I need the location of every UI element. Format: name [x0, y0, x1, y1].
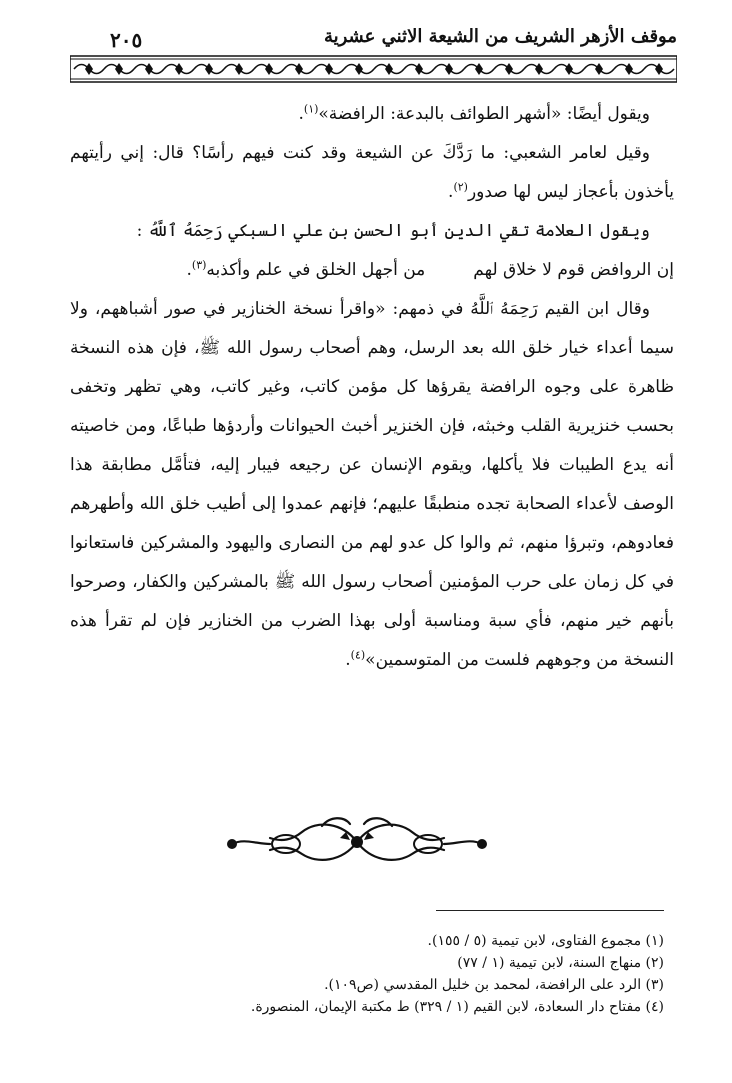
paragraph: وقيل لعامر الشعبي: ما رَدَّكَ عن الشيعة وقد كنت فيهم رأسًا؟ قال: إني رأيتهم يأخذون بأعجاز ليس لها صدور$^{(٢)}$. [70, 143, 674, 202]
footnote-ref: (١) [303, 102, 319, 116]
page-header [70, 18, 677, 82]
verse-first-hemistich: إن الروافض قوم لا خلاق لهم [473, 260, 674, 280]
main-text [70, 95, 674, 680]
footnotes [70, 930, 664, 1018]
header-band-diamond [385, 63, 393, 75]
footnote: (٣) الرد على الرافضة، لمحمد بن خليل المقدسي (ص١٠٩). [324, 977, 664, 993]
header-band-diamond [145, 63, 153, 75]
page-number: ٢٠٥ [110, 28, 143, 52]
header-band-diamond [475, 63, 483, 75]
verse-second-hemistich: من أجهل الخلق في علم وأكذبه$^{(٣)}$. [186, 258, 426, 280]
decorative-flourish-icon [222, 812, 492, 872]
footnote: (٢) منهاج السنة، لابن تيمية (١ / ٧٧) [457, 955, 664, 971]
header-band-diamond [565, 63, 573, 75]
header-band-diamond [415, 63, 423, 75]
header-band-diamond [235, 63, 243, 75]
running-title: موقف الأزهر الشريف من الشيعة الاثني عشرية [323, 26, 677, 47]
paragraph: ويقول أيضًا: «أشهر الطوائف بالبدعة: الرافضة»$^{(١)}$. [298, 102, 650, 124]
header-band-diamond [175, 63, 183, 75]
header-band-diamond [325, 63, 333, 75]
header-band-diamond [205, 63, 213, 75]
header-band-diamond [595, 63, 603, 75]
footnote: (٤) مفتاح دار السعادة، لابن القيم (١ / ٣٢٩) ط مكتبة الإيمان، المنصورة. [250, 999, 664, 1015]
header-band-diamond [535, 63, 543, 75]
header-band-diamond [355, 63, 363, 75]
header-band-diamond [655, 63, 663, 75]
header-band-diamond [115, 63, 123, 75]
header-ornament-band [70, 54, 677, 84]
paragraph: وقال ابن القيم رَحِمَهُ ٱللَّهُ في ذمهم: «واقرأ نسخة الخنازير في صور أشباههم، ولا سيما أعداء خيار خلق الله بعد الرسل، وهم أصحاب رسول الله ﷺ، فإن هذه النسخة ظاهرة على وجوه الرافضة يقرؤها كل مؤمن كاتب، وغير كاتب، وهي تظهر وتخفى بحسب خنزيرية القلب وخبثه، فإن الخنزير أخبث الحيوانات وأردؤها طباعًا، ومن خاصيته أنه يدع الطيبات فلا يأكلها، ويقوم الإنسان عن رجيعه فيبار إليه، فتأمَّل مطابقة هذا الوصف لأعداء الصحابة تجده منطبقًا عليهم؛ فإنهم عمدوا إلى أطيب خلق الله وأطهرهم فعادوهم، وتبرؤا منهم، ثم والوا كل عدو لهم من النصارى واليهود والمشركين فاستعانوا في كل زمان على حرب المؤمنين أصحاب رسول الله ﷺ بالمشركين والكفار، وصرحوا بأنهم خير منهم، فأي سبة ومناسبة أولى بهذا الضرب من الخنازير فإن لم تقرأ هذه النسخة من وجوههم فلست من المتوسمين»$^{(٤)}$. [70, 299, 674, 670]
footnote-separator [436, 910, 664, 911]
paragraph: ويقول العلامة تقي الدين أبو الحسن بن علي السبكي رَحِمَهُ ٱللَّهُ : [136, 221, 650, 241]
header-band-diamond [625, 63, 633, 75]
header-band-diamond [295, 63, 303, 75]
header-band-diamond [85, 63, 93, 75]
footnote-ref: (٢) [453, 180, 468, 194]
footnote: (١) مجموع الفتاوى، لابن تيمية (٥ / ١٥٥). [427, 933, 664, 949]
header-band-diamond [265, 63, 273, 75]
footnote-ref: (٤) [350, 648, 366, 662]
footnote-ref: (٣) [191, 258, 207, 272]
poetry-verse [70, 251, 674, 290]
header-band-diamond [505, 63, 513, 75]
header-band-diamond [445, 63, 453, 75]
